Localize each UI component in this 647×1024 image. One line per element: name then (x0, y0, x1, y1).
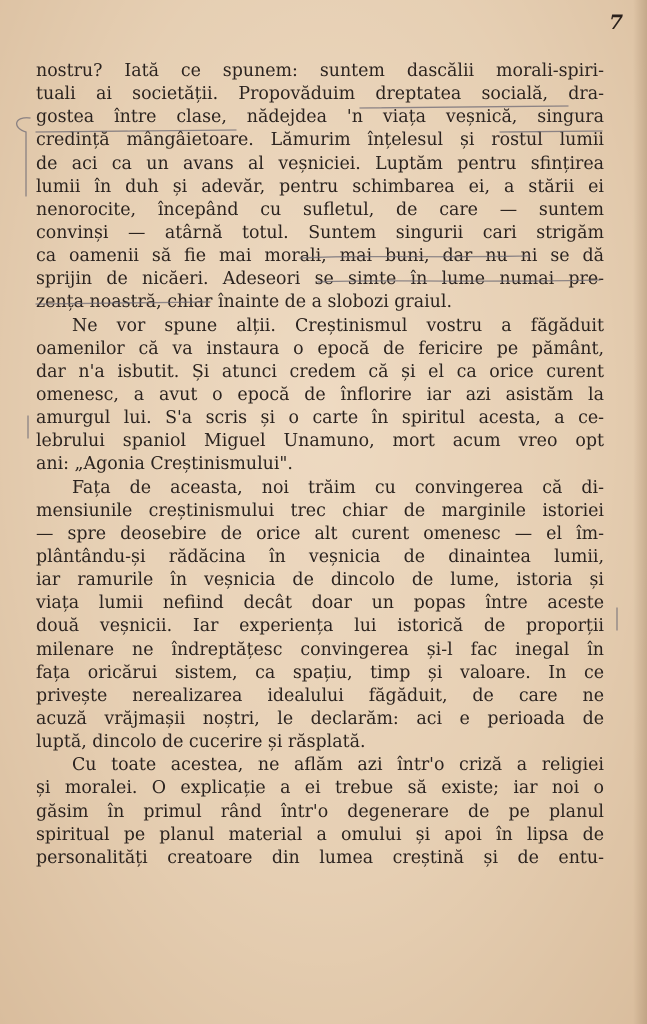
text-line: plântându-și rădăcina în veșnicia de dinaintea lumii, (36, 546, 604, 567)
text-line: lumii în duh și adevăr, pentru schimbarea ei, a stării ei (36, 176, 604, 197)
text-line: Ne vor spune alții. Creștinismul vostru a făgăduit (72, 315, 604, 336)
text-line: dar n'a isbutit. Și atunci credem că și el ca orice curent (36, 361, 604, 382)
text-line: Cu toate acestea, ne aflăm azi într'o criză a religiei (72, 755, 604, 776)
text-line: convinși — atârnă totul. Suntem singurii cari strigăm (36, 222, 604, 243)
text-line: credință mângâietoare. Lămurim înțelesul și rostul lumii (36, 130, 604, 151)
text-line: spiritual pe planul material a omului și apoi în lipsa de (36, 824, 604, 845)
text-line: și moralei. O explicație a ei trebue să existe; iar noi o (36, 778, 604, 799)
text-line: de aci ca un avans al veșniciei. Luptăm pentru sfințirea (36, 153, 604, 174)
text-line: tuali ai societății. Propovăduim dreptatea socială, dra- (36, 84, 604, 105)
text-line: milenare ne îndreptățesc convingerea și-l fac inegal în (36, 639, 604, 660)
text-line: ca oamenii să fie mai morali, mai buni, dar nu ni se dă (36, 246, 604, 267)
text-line: două veșnicii. Iar experiența lui istorică de proporții (36, 616, 604, 637)
text-line: oamenilor că va instaura o epocă de fericire pe pământ, (36, 338, 604, 359)
text-line: iar ramurile în veșnicia de dincolo de lume, istoria și (36, 570, 604, 591)
text-line: lebrului spaniol Miguel Unamuno, mort acum vreo opt (36, 431, 604, 452)
paragraph (36, 754, 604, 870)
page-number: 7 (609, 10, 623, 34)
text-line: viața lumii nefiind decât doar un popas între aceste (36, 593, 604, 614)
paragraph (36, 315, 604, 477)
text-line: zența noastră, chiar înainte de a slobozi graiul. (36, 292, 452, 313)
paragraph (36, 477, 604, 755)
text-line: amurgul lui. S'a scris și o carte în spiritul acesta, a ce- (36, 408, 604, 429)
text-line: gostea între clase, nădejdea 'n viața veșnică, singura (36, 107, 604, 128)
text-line: omenesc, a avut o epocă de înflorire iar azi asistăm la (36, 384, 604, 405)
text-line: ani: „Agonia Creștinismului". (36, 454, 293, 475)
text-line: sprijin de nicăeri. Adeseori se simte în lume numai pre- (36, 269, 604, 290)
margin-bracket-mark (17, 118, 30, 196)
page-edge-shadow (633, 0, 647, 1024)
text-line: personalități creatoare din lumea creștină și de entu- (36, 847, 604, 868)
paragraph (36, 60, 604, 315)
text-line: nostru? Iată ce spunem: suntem dascălii morali-spiri- (36, 61, 604, 81)
text-line: fața oricărui sistem, ca spațiu, timp și valoare. In ce (36, 662, 604, 683)
text-line: mensiunile creștinismului trec chiar de marginile istoriei (36, 500, 604, 521)
text-line: — spre deosebire de orice alt curent omenesc — el îm- (36, 523, 604, 544)
text-line: găsim în primul rând într'o degenerare de pe planul (36, 801, 604, 822)
text-line: Fața de aceasta, noi trăim cu convingerea că di- (72, 477, 604, 498)
text-line: nenorocite, începând cu sufletul, de care — suntem (36, 199, 604, 220)
text-line: acuză vrăjmașii noștri, le declarăm: aci e perioada de (36, 708, 604, 729)
body-text (36, 60, 604, 870)
text-line: luptă, dincolo de cucerire și răsplată. (36, 732, 366, 753)
text-line: privește nerealizarea idealului făgăduit, de care ne (36, 685, 604, 706)
